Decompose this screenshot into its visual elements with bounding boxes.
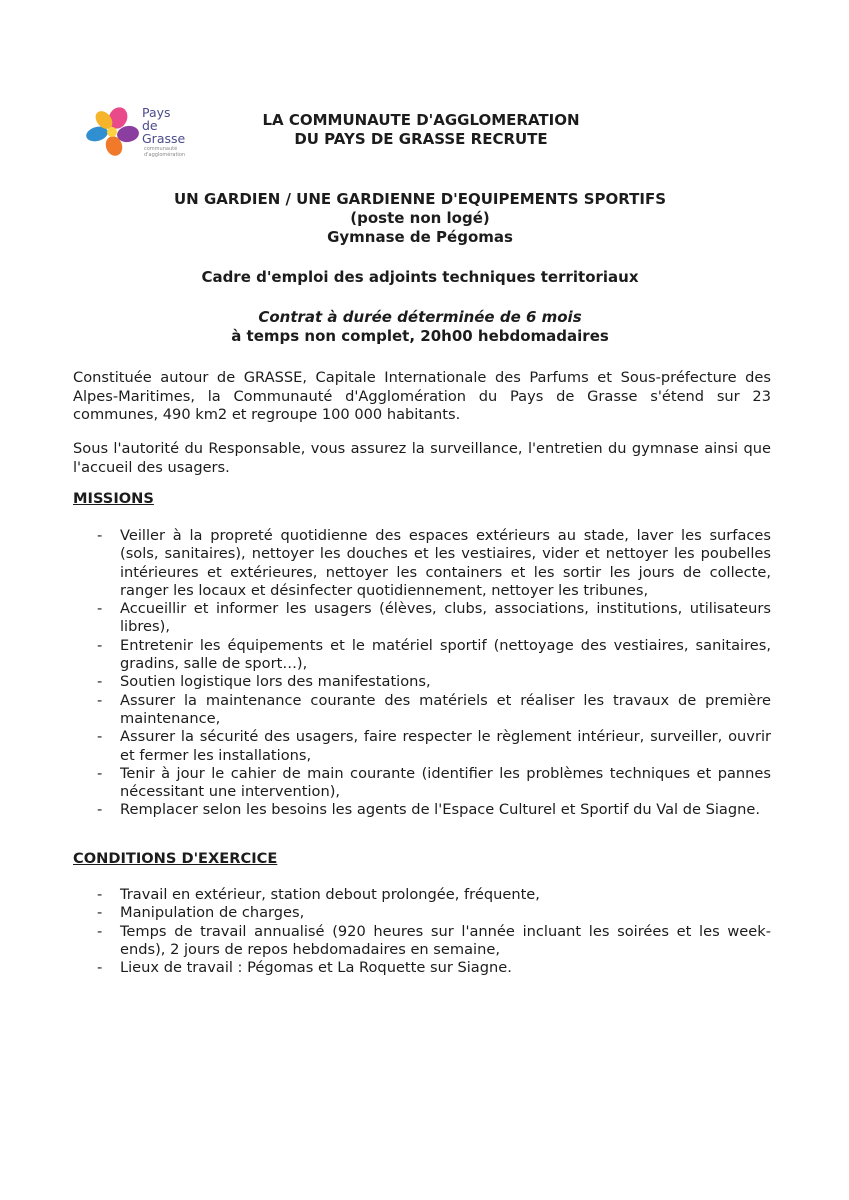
authority-paragraph: Sous l'autorité du Responsable, vous assurez la surveillance, l'entretien du gymnase ainsi que l'accueil des usagers. (73, 440, 771, 476)
list-item-text: Assurer la maintenance courante des matériels et réaliser les travaux de première maintenance, (120, 691, 771, 727)
cadre-emploi: Cadre d'emploi des adjoints techniques territoriaux (201, 268, 639, 286)
dash-bullet: - (97, 922, 103, 940)
missions-list (97, 527, 771, 820)
list-item-text: Entretenir les équipements et le matériel sportif (nettoyage des vestiaires, sanitaires, gradins, salle de sport…), (120, 636, 771, 673)
post-title-block (70, 190, 770, 247)
post-location: Gymnase de Pégomas (327, 228, 513, 246)
missions-heading: MISSIONS (73, 490, 154, 507)
intro-paragraph: Constituée autour de GRASSE, Capitale Internationale des Parfums et Sous-préfecture des Alpes-Maritimes, la Communauté d'Agglomération du Pays de Grasse s'étend sur 23 communes, 490 km2 et regroupe 100 000 habitants. (73, 369, 771, 423)
dash-bullet: - (97, 959, 103, 977)
list-item (97, 923, 771, 960)
list-item-text: Temps de travail annualisé (920 heures sur l'année incluant les soirées et les week-ends), 2 jours de repos hebdomadaires en semaine, (120, 922, 771, 958)
conditions-list (97, 886, 771, 977)
list-item-text: Veiller à la propreté quotidienne des espaces extérieurs au stade, laver les surfaces (sols, sanitaires), nettoyer les douches et les vestiaires, vider et nettoyer les poubelles intérieures et extérieures, nettoyer les containers et les sortir les jours de collecte, ranger les locaux et désinfecter quotidiennement, nettoyer les tribunes, (120, 527, 771, 599)
conditions-heading: CONDITIONS D'EXERCICE (73, 850, 278, 867)
dash-bullet: - (97, 527, 103, 544)
list-item (97, 801, 771, 819)
post-title: UN GARDIEN / UNE GARDIENNE D'EQUIPEMENTS SPORTIFS (173, 190, 667, 208)
dash-bullet: - (97, 886, 103, 903)
contract-hours: à temps non complet, 20h00 hebdomadaires (231, 327, 609, 345)
list-item (97, 765, 771, 802)
list-item (97, 527, 771, 600)
dash-bullet: - (97, 691, 103, 709)
dash-bullet: - (97, 728, 103, 746)
post-housing: (poste non logé) (350, 209, 490, 227)
list-item-text: Travail en extérieur, station debout prolongée, fréquente, (120, 886, 540, 903)
logo-wordmark: Pays de Grasse (142, 105, 186, 146)
contract-duration: Contrat à durée déterminée de 6 mois (258, 308, 582, 326)
list-item-text: Accueillir et informer les usagers (élèves, clubs, associations, institutions, utilisateurs libres), (120, 600, 771, 636)
dash-bullet: - (97, 904, 103, 922)
flower-logo-icon (84, 104, 142, 160)
list-item-text: Tenir à jour le cahier de main courante (identifier les problèmes techniques et pannes nécessitant une intervention), (120, 764, 771, 801)
list-item-text: Assurer la sécurité des usagers, faire respecter le règlement intérieur, surveiller, ouvrir et fermer les installations, (120, 728, 771, 764)
list-item-text: Remplacer selon les besoins les agents de l'Espace Culturel et Sportif du Val de Siagne. (120, 801, 761, 819)
list-item (97, 673, 771, 691)
list-item-text: Manipulation de charges, (120, 904, 305, 922)
list-item (97, 692, 771, 729)
list-item-text: Lieux de travail : Pégomas et La Roquette sur Siagne. (120, 959, 512, 977)
list-item (97, 904, 771, 922)
list-item (97, 637, 771, 674)
dash-bullet: - (97, 636, 103, 654)
dash-bullet: - (97, 801, 103, 819)
dash-bullet: - (97, 673, 103, 691)
dash-bullet: - (97, 764, 103, 782)
dash-bullet: - (97, 600, 103, 618)
list-item (97, 600, 771, 637)
list-item (97, 886, 771, 904)
list-item (97, 728, 771, 765)
organisation-heading: LA COMMUNAUTE D'AGGLOMERATION DU PAYS DE GRASSE RECRUTE (262, 111, 580, 148)
list-item (97, 959, 771, 977)
list-item-text: Soutien logistique lors des manifestations, (120, 673, 431, 691)
logo-subtitle: communauté d'agglomération (144, 146, 186, 158)
contract-block (70, 308, 770, 346)
